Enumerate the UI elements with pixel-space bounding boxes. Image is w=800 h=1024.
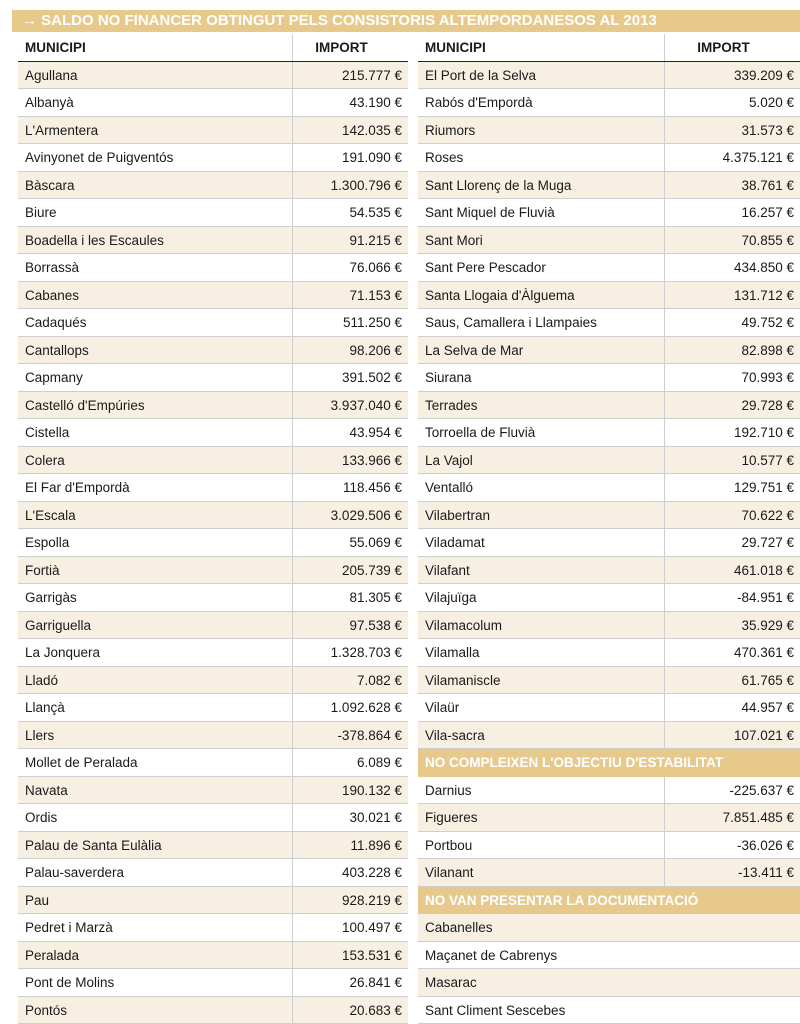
municipi-name: Terrades: [425, 397, 478, 413]
import-value: 190.132 €: [292, 777, 408, 804]
table-header: [18, 34, 408, 62]
table-row: [18, 447, 408, 475]
import-value: 133.966 €: [292, 447, 408, 474]
table-row: [418, 474, 800, 502]
import-value: 55.069 €: [292, 529, 408, 556]
import-value: 5.020 €: [664, 89, 800, 116]
municipi-name: Santa Llogaia d'Àlguema: [425, 287, 575, 303]
import-value: 1.328.703 €: [292, 639, 408, 666]
municipi-name: Maçanet de Cabrenys: [425, 947, 558, 963]
table-header: [418, 34, 800, 62]
table-row: [18, 364, 408, 392]
table-row: [18, 694, 408, 722]
import-value: 391.502 €: [292, 364, 408, 391]
table-row: [418, 392, 800, 420]
municipi-name: Vilafant: [425, 562, 470, 578]
municipi-name: Sant Llorenç de la Muga: [425, 177, 572, 193]
import-value: 61.765 €: [664, 667, 800, 694]
import-value: 215.777 €: [292, 62, 408, 89]
municipi-name: Rabós d'Empordà: [425, 95, 533, 110]
municipi-name: Darnius: [425, 782, 472, 798]
import-value: 70.855 €: [664, 227, 800, 254]
import-value: -13.411 €: [664, 859, 800, 886]
municipi-name: Llançà: [25, 700, 65, 715]
table-row: [418, 804, 800, 832]
table-row: [418, 364, 800, 392]
column-header-municipi: MUNICIPI: [425, 40, 486, 55]
table-row: [418, 777, 800, 805]
table-row: [418, 62, 800, 90]
table-row: [18, 804, 408, 832]
municipi-name: Vilamalla: [425, 645, 480, 660]
municipi-name: Figueres: [425, 810, 478, 825]
municipi-name: Lladó: [25, 672, 59, 688]
import-value: 434.850 €: [664, 254, 800, 281]
import-value: 16.257 €: [664, 199, 800, 226]
municipi-name: Pedret i Marzà: [25, 920, 113, 935]
table-row: [418, 199, 800, 227]
municipi-name: Torroella de Fluvià: [425, 425, 536, 440]
municipi-name: Boadella i les Escaules: [25, 232, 164, 248]
import-value: -84.951 €: [664, 584, 800, 611]
import-value: 339.209 €: [664, 62, 800, 89]
import-value: 403.228 €: [292, 859, 408, 886]
table-row: [18, 282, 408, 310]
table-row: [18, 777, 408, 805]
table-row: [418, 117, 800, 145]
table-row: [418, 254, 800, 282]
table-row: [418, 832, 800, 860]
municipi-name: Fortià: [25, 562, 60, 578]
import-value: 131.712 €: [664, 282, 800, 309]
municipi-name: Cantallops: [25, 342, 89, 358]
import-value: 205.739 €: [292, 557, 408, 584]
municipi-name: Vila-sacra: [425, 727, 485, 743]
table-row: [18, 392, 408, 420]
municipi-name: Palau de Santa Eulàlia: [25, 837, 162, 853]
import-value: 142.035 €: [292, 117, 408, 144]
municipi-name: Mollet de Peralada: [25, 755, 138, 770]
section-title-noncompliant: NO COMPLEIXEN L'OBJECTIU D'ESTABILITAT: [418, 749, 800, 777]
import-value: 20.683 €: [292, 997, 408, 1024]
municipi-name: El Port de la Selva: [425, 67, 537, 83]
municipi-name: Capmany: [25, 370, 83, 385]
import-value: 153.531 €: [292, 942, 408, 969]
municipi-name: Sant Mori: [425, 232, 483, 248]
table-row: [418, 694, 800, 722]
import-value: 35.929 €: [664, 612, 800, 639]
municipi-name: La Vajol: [425, 452, 473, 468]
import-value: 29.728 €: [664, 392, 800, 419]
import-value: 43.954 €: [292, 419, 408, 446]
municipi-name: Sant Climent Sescebes: [425, 1002, 566, 1018]
table-row: [18, 227, 408, 255]
municipi-name: Cabanes: [25, 287, 80, 303]
municipi-name: Vilajuïga: [425, 590, 477, 605]
municipi-name: Sant Pere Pescador: [425, 260, 546, 275]
import-value: 71.153 €: [292, 282, 408, 309]
municipi-name: Vilanant: [425, 865, 474, 880]
table-row: [418, 282, 800, 310]
table-row: [18, 529, 408, 557]
municipi-name: Navata: [25, 782, 68, 798]
import-value: 191.090 €: [292, 144, 408, 171]
import-value: 7.851.485 €: [664, 804, 800, 831]
municipi-name: Riumors: [425, 122, 476, 138]
table-row: [18, 502, 408, 530]
table-row: [18, 942, 408, 970]
import-value: 928.219 €: [292, 887, 408, 914]
table-row: [18, 89, 408, 117]
municipi-name: Vilabertran: [425, 507, 491, 523]
import-value: -378.864 €: [292, 722, 408, 749]
table-row: [418, 529, 800, 557]
municipi-name: L'Escala: [25, 507, 76, 523]
table-row: [418, 997, 800, 1024]
municipi-name: Garrigàs: [25, 590, 77, 605]
municipi-name: Biure: [25, 205, 57, 220]
table-row: [418, 859, 800, 887]
import-value: 3.937.040 €: [292, 392, 408, 419]
table-row: [18, 612, 408, 640]
table-row: [18, 667, 408, 695]
import-value: 70.993 €: [664, 364, 800, 391]
table-row: [18, 62, 408, 90]
municipi-name: L'Armentera: [25, 122, 99, 138]
municipi-name: Castelló d'Empúries: [25, 397, 145, 413]
municipi-name: Masarac: [425, 975, 477, 990]
import-value: 38.761 €: [664, 172, 800, 199]
table-row: [18, 997, 408, 1024]
municipi-name: Cistella: [25, 425, 70, 440]
table-row: [18, 254, 408, 282]
municipi-name: La Jonquera: [25, 645, 101, 660]
import-value: 91.215 €: [292, 227, 408, 254]
municipi-name: Borrassà: [25, 260, 80, 275]
import-value: 470.361 €: [664, 639, 800, 666]
table-row: [418, 584, 800, 612]
table-row: [18, 859, 408, 887]
import-value: 29.727 €: [664, 529, 800, 556]
table-row: [18, 887, 408, 915]
table-row: [418, 172, 800, 200]
table-row: [418, 309, 800, 337]
table-row: [418, 419, 800, 447]
table-row: [418, 447, 800, 475]
table-row: [18, 117, 408, 145]
import-value: 70.622 €: [664, 502, 800, 529]
municipi-name: Saus, Camallera i Llampaies: [425, 315, 597, 330]
municipi-name: Portbou: [425, 837, 473, 853]
import-value: 49.752 €: [664, 309, 800, 336]
table-row: [18, 309, 408, 337]
municipi-name: La Selva de Mar: [425, 342, 524, 358]
import-value: 6.089 €: [292, 749, 408, 776]
table-row: [418, 667, 800, 695]
municipi-name: Espolla: [25, 535, 70, 550]
table-row: [18, 832, 408, 860]
import-value: 1.300.796 €: [292, 172, 408, 199]
table-row: [418, 639, 800, 667]
import-value: -225.637 €: [664, 777, 800, 804]
municipi-name: Pontós: [25, 1002, 68, 1018]
table-row: [18, 337, 408, 365]
import-value: 100.497 €: [292, 914, 408, 941]
municipi-name: Vilamaniscle: [425, 672, 501, 688]
table-row: [418, 722, 800, 750]
municipi-name: Roses: [425, 150, 464, 165]
municipi-name: Siurana: [425, 370, 472, 385]
municipi-name: Pont de Molins: [25, 975, 115, 990]
import-value: 461.018 €: [664, 557, 800, 584]
import-value: 4.375.121 €: [664, 144, 800, 171]
import-value: 98.206 €: [292, 337, 408, 364]
table-title: → SALDO NO FINANCER OBTINGUT PELS CONSISTORIS ALTEMPORDANESOS AL 2013: [12, 10, 800, 32]
municipi-name: Vilamacolum: [425, 617, 503, 633]
import-value: 76.066 €: [292, 254, 408, 281]
import-value: -36.026 €: [664, 832, 800, 859]
municipi-name: Ordis: [25, 810, 58, 825]
import-value: 97.538 €: [292, 612, 408, 639]
import-value: 129.751 €: [664, 474, 800, 501]
right-table: [418, 34, 800, 1024]
table-row: [18, 474, 408, 502]
import-value: 10.577 €: [664, 447, 800, 474]
table-row: [18, 584, 408, 612]
municipi-name: Peralada: [25, 947, 80, 963]
municipi-name: Avinyonet de Puigventós: [25, 150, 174, 165]
import-value: 26.841 €: [292, 969, 408, 996]
table-row: [418, 969, 800, 997]
import-value: 511.250 €: [292, 309, 408, 336]
import-value: 3.029.506 €: [292, 502, 408, 529]
table-row: [18, 914, 408, 942]
table-row: [418, 914, 800, 942]
table-row: [18, 144, 408, 172]
table-row: [418, 502, 800, 530]
table-row: [18, 639, 408, 667]
municipi-name: Ventalló: [425, 480, 474, 495]
import-value: 81.305 €: [292, 584, 408, 611]
municipi-name: Pau: [25, 892, 50, 908]
table-row: [418, 337, 800, 365]
import-value: 192.710 €: [664, 419, 800, 446]
import-value: 1.092.628 €: [292, 694, 408, 721]
municipi-name: Bàscara: [25, 177, 75, 193]
section-title-nodocs: NO VAN PRESENTAR LA DOCUMENTACIÓ: [418, 887, 800, 915]
table-row: [18, 722, 408, 750]
table-row: [418, 89, 800, 117]
column-header-import: IMPORT: [292, 34, 408, 61]
municipi-name: Palau-saverdera: [25, 865, 125, 880]
municipi-name: Sant Miquel de Fluvià: [425, 205, 555, 220]
municipi-name: Vilaür: [425, 700, 460, 715]
import-value: 82.898 €: [664, 337, 800, 364]
table-row: [418, 557, 800, 585]
table-row: [18, 557, 408, 585]
import-value: 11.896 €: [292, 832, 408, 859]
table-row: [18, 749, 408, 777]
table-row: [418, 227, 800, 255]
import-value: 44.957 €: [664, 694, 800, 721]
import-value: 107.021 €: [664, 722, 800, 749]
table-row: [418, 612, 800, 640]
municipi-name: Llers: [25, 727, 55, 743]
import-value: 54.535 €: [292, 199, 408, 226]
municipi-name: Cadaqués: [25, 315, 87, 330]
table-row: [18, 419, 408, 447]
municipi-name: El Far d'Empordà: [25, 480, 130, 495]
table-row: [18, 969, 408, 997]
table-row: [18, 172, 408, 200]
import-value: 7.082 €: [292, 667, 408, 694]
municipi-name: Viladamat: [425, 535, 485, 550]
municipi-name: Colera: [25, 452, 65, 468]
left-table: [18, 34, 408, 1024]
import-value: 30.021 €: [292, 804, 408, 831]
import-value: 118.456 €: [292, 474, 408, 501]
column-header-municipi: MUNICIPI: [25, 40, 86, 55]
municipi-name: Agullana: [25, 67, 78, 83]
table-row: [418, 144, 800, 172]
table-row: [418, 942, 800, 970]
import-value: 31.573 €: [664, 117, 800, 144]
column-header-import: IMPORT: [664, 34, 800, 61]
table-row: [18, 199, 408, 227]
municipi-name: Garriguella: [25, 617, 92, 633]
municipi-name: Cabanelles: [425, 920, 493, 935]
import-value: 43.190 €: [292, 89, 408, 116]
municipi-name: Albanyà: [25, 95, 74, 110]
